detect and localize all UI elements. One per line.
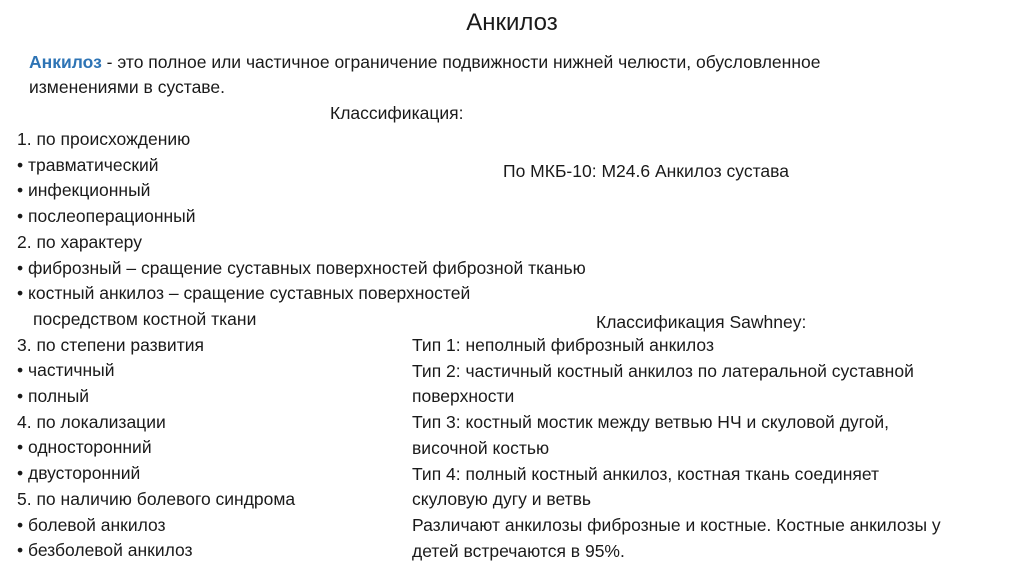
classification-item: • двусторонний (17, 463, 141, 484)
classification-item: • частичный (17, 360, 115, 381)
classification-heading: Классификация: (330, 103, 464, 123)
classification-item: • послеоперационный (17, 206, 196, 227)
classification-item: • безболевой анкилоз (17, 540, 193, 561)
classification-item: • инфекционный (17, 180, 151, 201)
classification-item: • костный анкилоз – сращение суставных поверхностей (17, 283, 471, 304)
sawhney-heading: Классификация Sawhney: (596, 312, 807, 332)
classification-item: 2. по характеру (17, 231, 142, 252)
classification-item: 4. по локализации (17, 411, 166, 432)
mkb-code: По МКБ-10: М24.6 Анкилоз сустава (503, 161, 789, 181)
classification-item: 5. по наличию болевого синдрома (17, 488, 296, 509)
sawhney-line: Тип 1: неполный фиброзный анкилоз (412, 335, 714, 355)
sawhney-line: поверхности (412, 386, 515, 407)
definition-paragraph (29, 50, 929, 100)
sawhney-list (412, 333, 1012, 564)
slide-title: Анкилоз (466, 9, 558, 36)
sawhney-line: Тип 2: частичный костный анкилоз по латеральной суставной (412, 360, 914, 381)
classification-item: • болевой анкилоз (17, 514, 166, 535)
definition-line-1 (29, 50, 929, 75)
classification-item: • односторонний (17, 437, 152, 458)
sawhney-line: скуловую дугу и ветвь (412, 489, 592, 510)
classification-item: 3. по степени развития (17, 334, 204, 355)
sawhney-line: Различают анкилозы фиброзные и костные. Костные анкилозы у (412, 514, 941, 535)
definition-text: - это полное или частичное ограничение подвижности нижней челюсти, обусловленное (101, 52, 821, 72)
classification-item: • фиброзный – сращение суставных поверхностей фиброзной тканью (17, 257, 586, 278)
sawhney-line: височной костью (412, 437, 550, 458)
sawhney-line: Тип 3: костный мостик между ветвью НЧ и скуловой дугой, (412, 412, 890, 433)
classification-item: • травматический (17, 154, 159, 175)
classification-item: посредством костной ткани (33, 308, 257, 329)
classification-item: • полный (17, 386, 90, 407)
classification-item: 1. по происхождению (17, 129, 191, 149)
sawhney-line: Тип 4: полный костный анкилоз, костная ткань соединяет (412, 463, 879, 484)
sawhney-line: детей встречаются в 95%. (412, 540, 625, 561)
definition-term: Анкилоз (29, 52, 102, 72)
definition-line-2: изменениями в суставе. (29, 77, 226, 97)
